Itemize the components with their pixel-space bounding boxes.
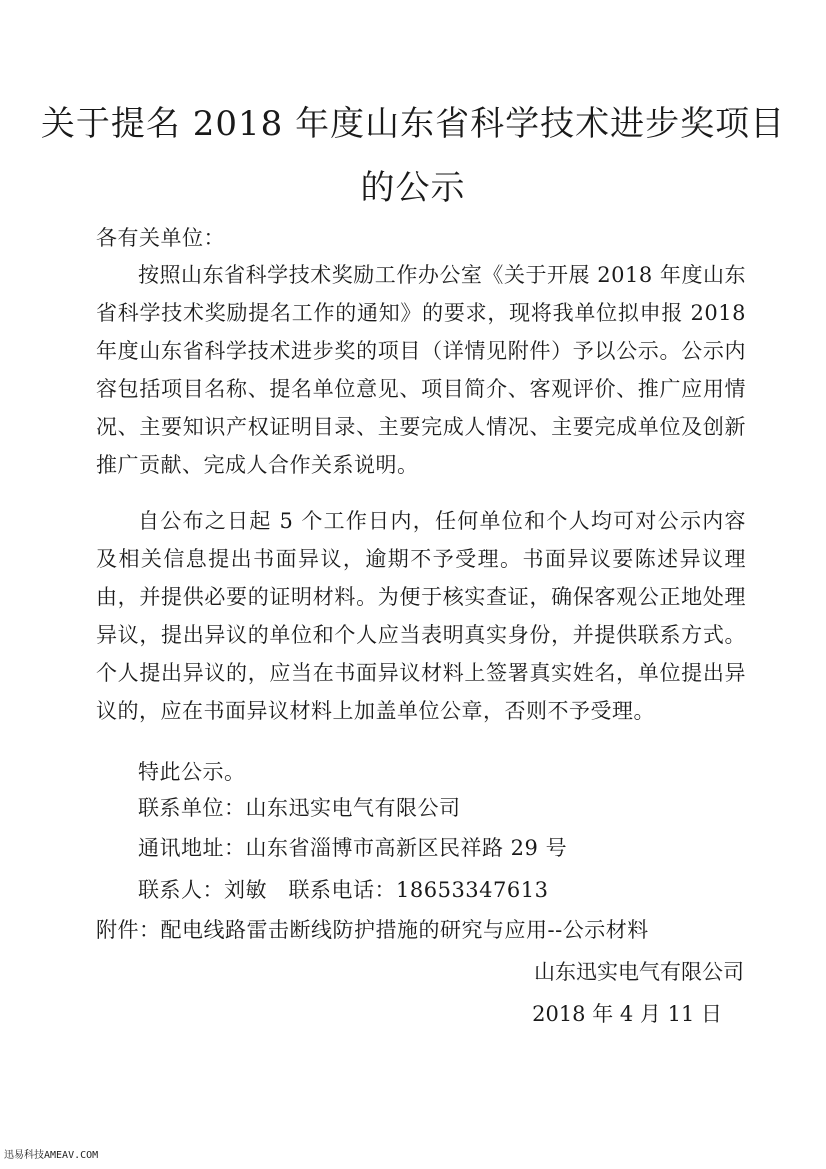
salutation: 各有关单位： [96,226,225,250]
contact-person: 联系人：刘敏 联系电话：18653347613 [138,878,549,902]
contact-address: 通讯地址：山东省淄博市高新区民祥路 29 号 [138,836,568,860]
watermark-text: 迅易科技AMEAV.COM [4,1150,99,1161]
signature-org: 山东迅实电气有限公司 [534,960,744,984]
contact-unit: 联系单位：山东迅实电气有限公司 [138,796,461,820]
signature-date: 2018 年 4 月 11 日 [532,1002,722,1026]
attachment-line: 附件：配电线路雷击断线防护措施的研究与应用--公示材料 [96,918,649,942]
page-title-continued: 的公示 [360,168,466,208]
page-title: 关于提名 2018 年度山东省科学技术进步奖项目 [40,104,786,144]
paragraph-objection: 自公布之日起 5 个工作日内，任何单位和个人均可对公示内容及相关信息提出书面异议，逾期不予受理。书面异议要陈述异议理由，并提供必要的证明材料。为便于核实查证，确保客观公正地处理异议，提出异议的单位和个人应当表明真实身份，并提供联系方式。个人提出异议的，应当在书面异议材料上签署真实姓名，单位提出异议的，应在书面异议材料上加盖单位公章，否则不予受理。 [96,509,746,723]
paragraph-notice: 按照山东省科学技术奖励工作办公室《关于开展 2018 年度山东省科学技术奖励提名工作的通知》的要求，现将我单位拟申报 2018 年度山东省科学技术进步奖的项目（详情见附件）予以公示。公示内容包括项目名称、提名单位意见、项目简介、客观评价、推广应用情况、主要知识产权证明目录、主要完成人情况、主要完成单位及创新推广贡献、完成人合作关系说明。 [96,263,746,477]
closing-text: 特此公示。 [138,760,246,784]
